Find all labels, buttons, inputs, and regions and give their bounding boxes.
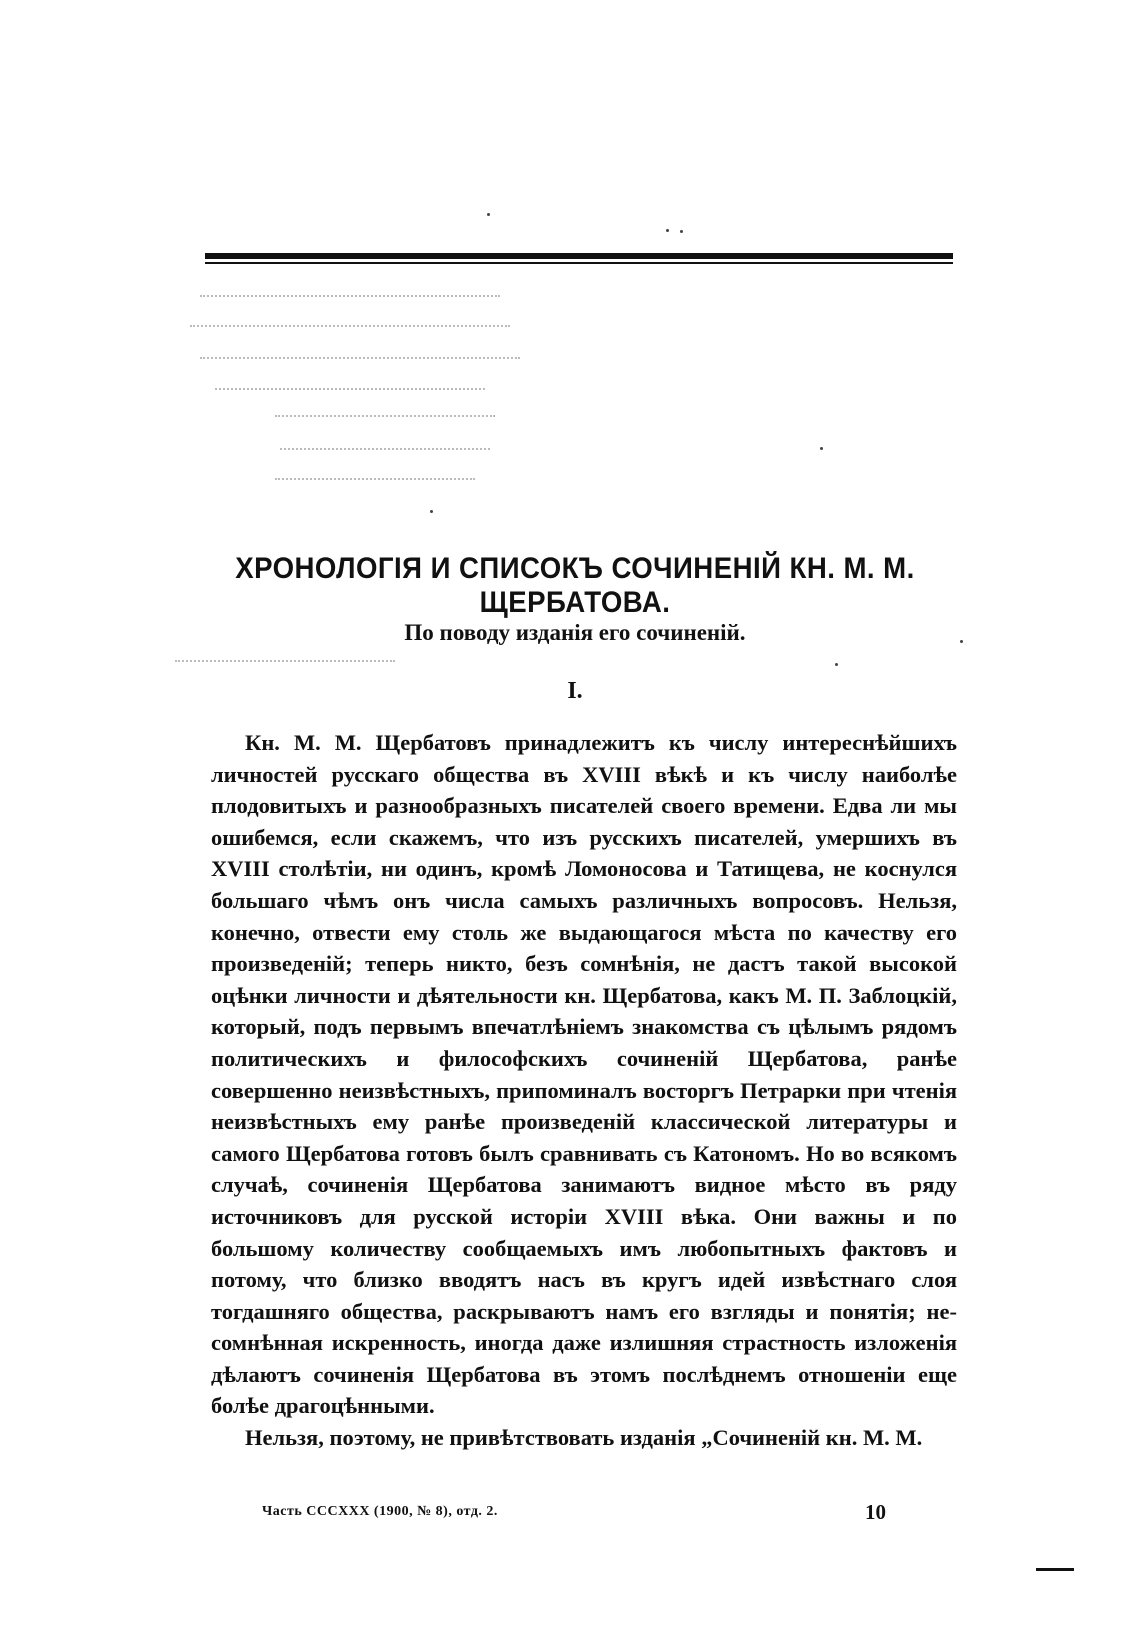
header-rule-thick (205, 253, 953, 259)
scan-speck (487, 213, 490, 216)
scan-speck (835, 663, 838, 666)
scan-speck (430, 510, 433, 513)
page-footer (262, 1500, 962, 1530)
bleed-through-line (275, 478, 475, 482)
page-number: 10 (865, 1500, 886, 1524)
edge-mark (1036, 1568, 1074, 1571)
header-rule-thin (205, 262, 953, 264)
scan-speck (960, 640, 963, 643)
footer-signature: Часть CCCXXX (1900, № 8), отд. 2. (262, 1504, 498, 1519)
paragraph: Нельзя, поэтому, не привѣтствовать изданія „Сочиненій кн. М. М. (245, 1425, 923, 1451)
article-subtitle: По поводу изданія его сочиненій. (404, 620, 746, 645)
bleed-through-line (280, 448, 490, 452)
bleed-through-line (175, 660, 395, 664)
bleed-through-line (215, 388, 485, 392)
body-text (211, 727, 957, 1454)
scan-speck (680, 230, 683, 233)
section-number: I. (567, 678, 583, 704)
bleed-through-line (200, 295, 500, 299)
scan-speck (666, 229, 669, 232)
scan-speck (820, 447, 823, 450)
bleed-through-line (275, 415, 495, 419)
bleed-through-line (190, 325, 510, 329)
paragraph: Кн. М. М. Щербатовъ принадлежитъ къ числу интереснѣйшихъ личностей русскаго общества въ XVIII вѣкѣ и къ числу наиболѣе плодовитыхъ и разнообразныхъ писателей своего времени. Едва ли мы ошибемся, если скажемъ, что изъ русскихъ писателей, умершихъ въ XVIII столѣтіи, ни одинъ, кромѣ Ломоносова и Татищева, не коснулся большаго чѣмъ онъ числа самыхъ различныхъ вопросовъ. Нельзя, конечно, отвести ему столь же выдающагося мѣста по качеству его произведеній; теперь никто, безъ сомнѣнія, не дастъ такой высокой оцѣнки личности и дѣятельности кн. Щербатова, какъ М. П. Заблоцкій, который, подъ первымъ впечатлѣніемъ знакомства съ цѣлымъ рядомъ политическихъ и философскихъ сочиненій Щербатова, ранѣе совершенно неизвѣстныхъ, припоминалъ восторгъ Петрарки при чтенія неизвѣстныхъ ему ранѣе произведеній классической литературы и самого Щербатова готовъ былъ сравнивать съ Катономъ. Но во всякомъ случаѣ, сочиненія Щербатова занимаютъ видное мѣсто въ ряду источниковъ для русской исторіи XVIII вѣка. Они важны и по большому количеству сообщаемыхъ имъ любопытныхъ фактовъ и потому, что близко вводятъ насъ въ кругъ идей извѣстнаго слоя тогдашняго общества, раскрываютъ намъ его взгляды и понятія; несомнѣнная искренность, иногда даже излишняя страстность изложенія дѣлаютъ сочиненія Щербатова въ этомъ послѣднемъ отношеніи еще болѣе драгоцѣнными. (211, 730, 957, 1419)
article-title: ХРОНОЛОГІЯ И СПИСОКЪ СОЧИНЕНІЙ КН. М. М. ЩЕРБАТОВА. (235, 552, 915, 619)
bleed-through-line (200, 357, 520, 361)
